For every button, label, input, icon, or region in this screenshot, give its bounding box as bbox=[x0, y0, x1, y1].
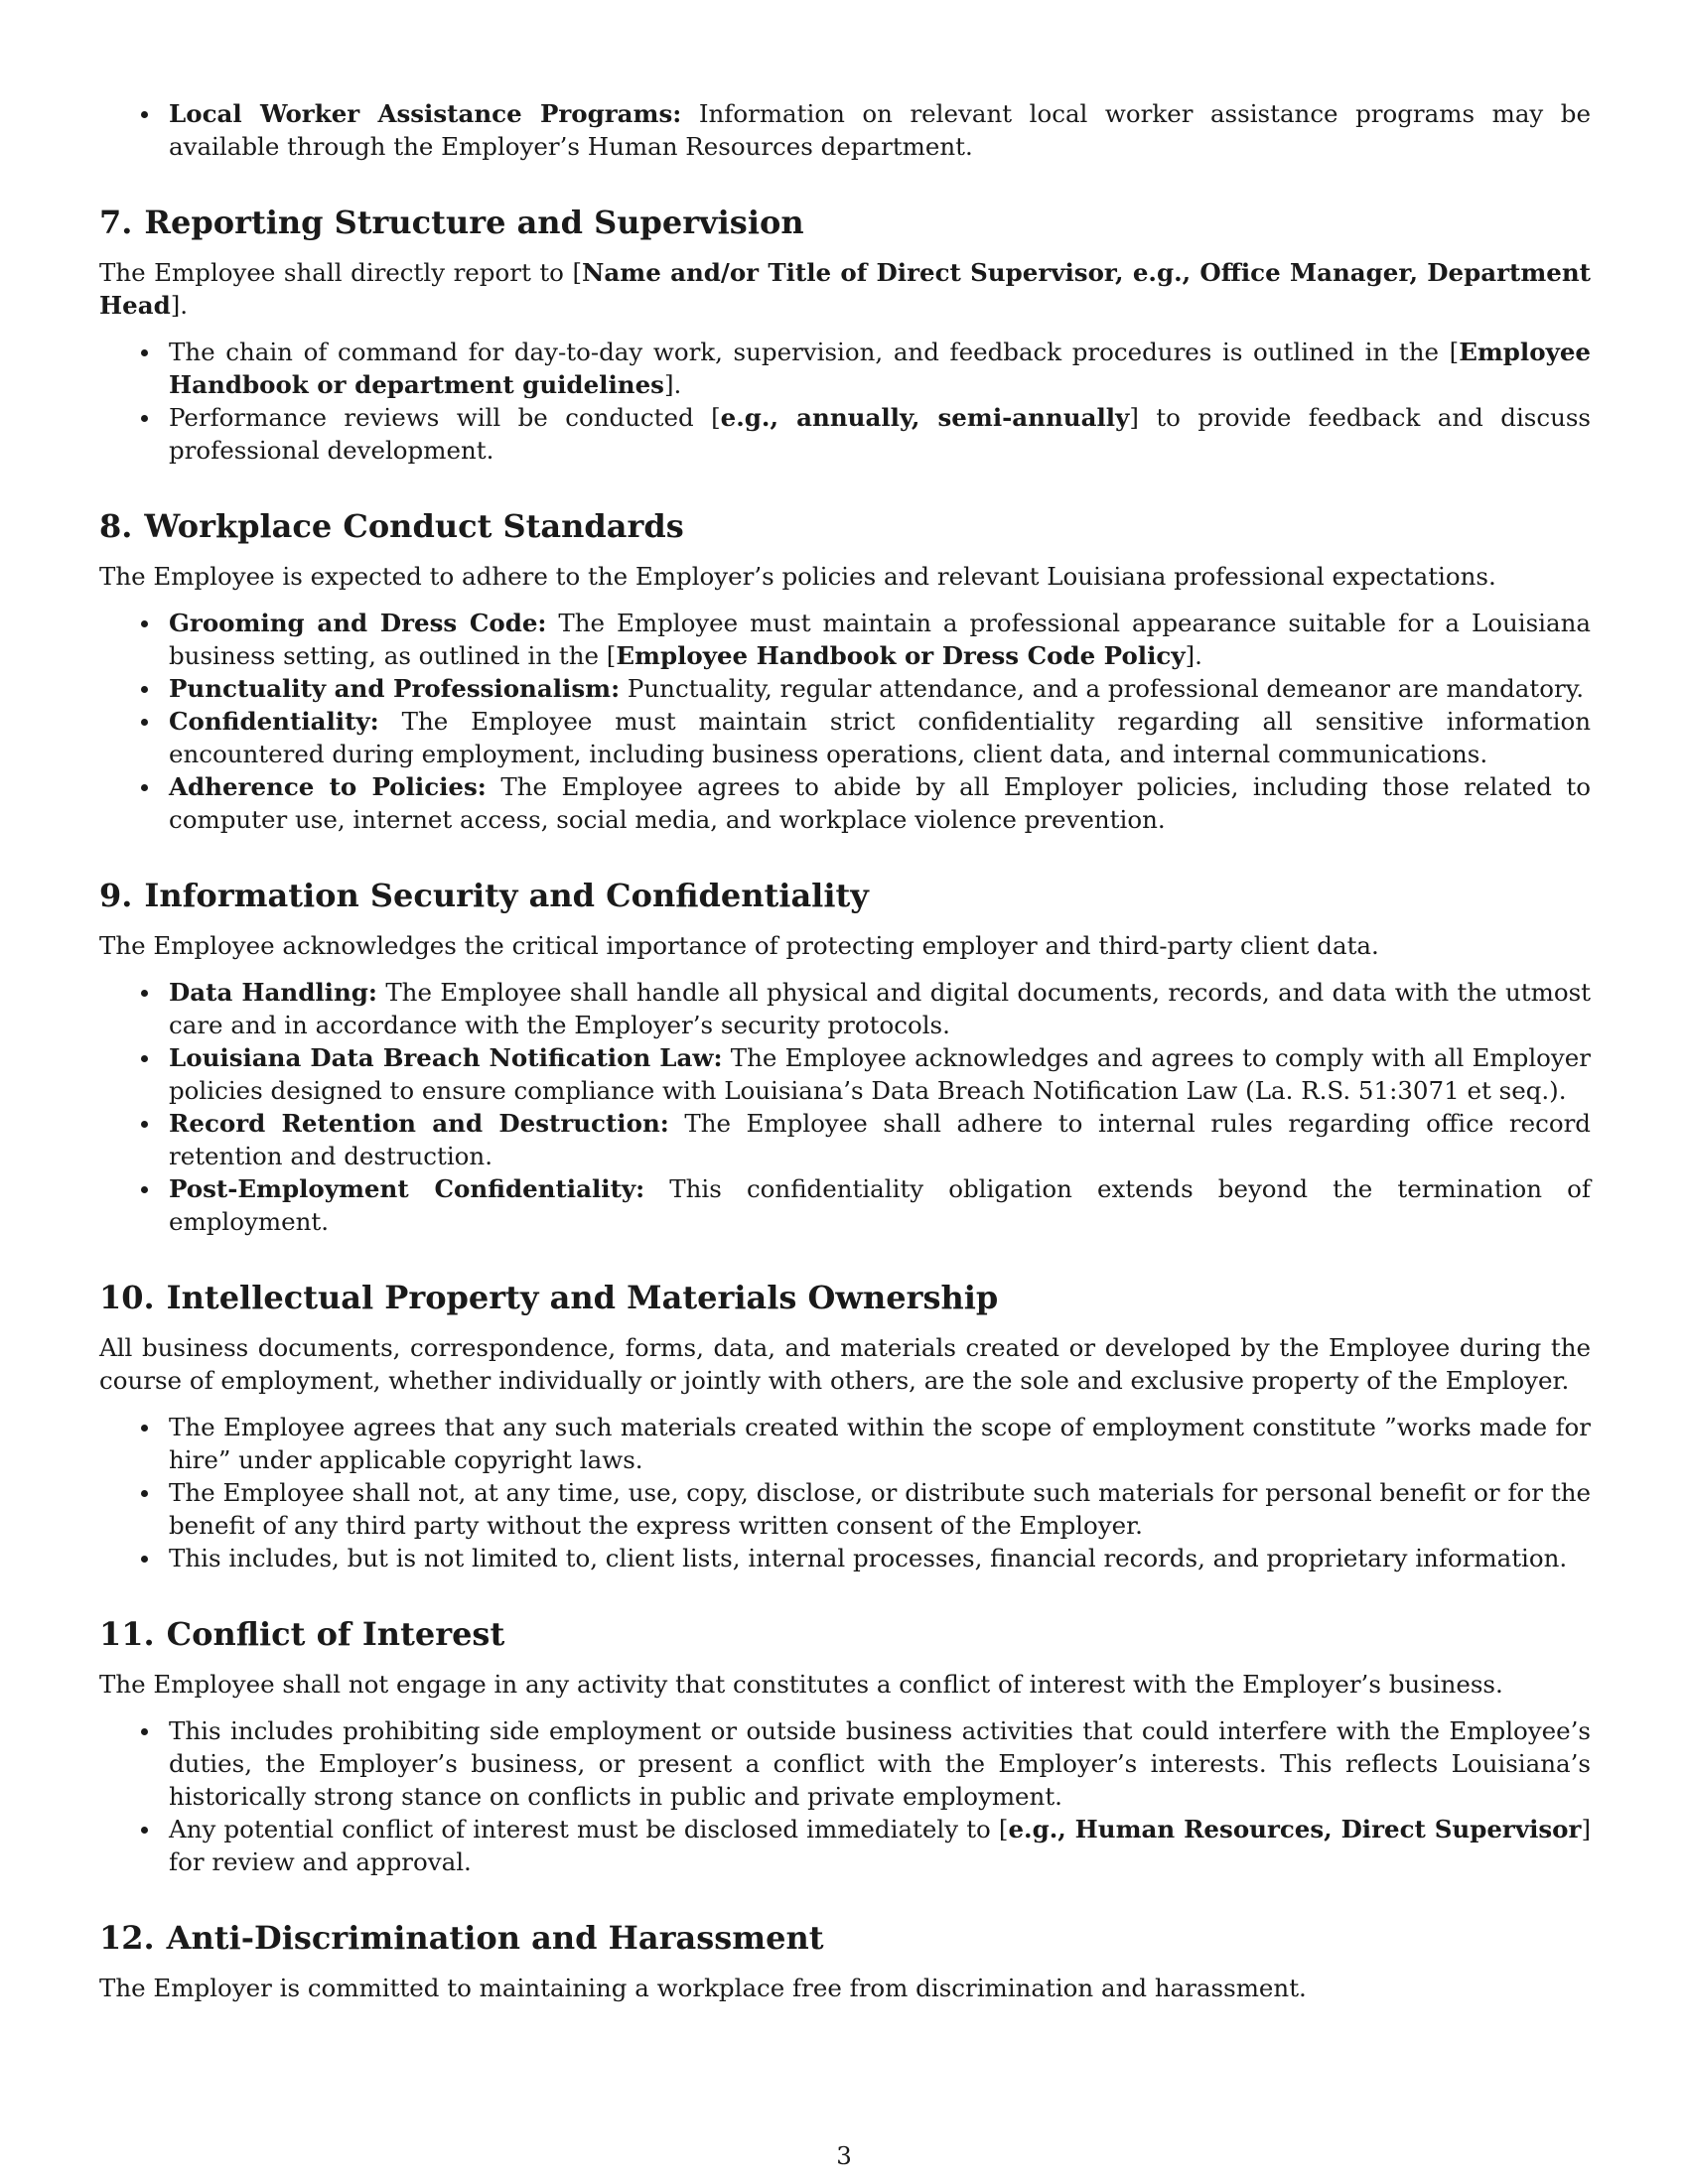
bold-text: Employee Handbook or Dress Code Policy bbox=[616, 641, 1186, 670]
list-item bbox=[169, 336, 1591, 401]
text-run: The Employee shall directly report to [ bbox=[99, 258, 583, 287]
list-item bbox=[169, 607, 1591, 672]
bullet-list bbox=[99, 976, 1591, 1238]
list-item bbox=[169, 1041, 1591, 1107]
list-item bbox=[169, 1714, 1591, 1813]
list-item-bold: Local Worker Assistance Programs: bbox=[169, 99, 682, 128]
list-item bbox=[169, 672, 1591, 705]
bold-text: e.g., annually, semi-annually bbox=[720, 403, 1130, 432]
bold-text: Name and/or Title of Direct Supervisor, e.g., Office Manager, Department Head bbox=[99, 258, 1592, 320]
section-intro bbox=[99, 1972, 1591, 2004]
list-item bbox=[169, 1542, 1591, 1574]
sections-container bbox=[99, 203, 1591, 2004]
bullet-list bbox=[99, 336, 1591, 467]
list-item bbox=[169, 1172, 1591, 1238]
text-run: ]. bbox=[663, 370, 682, 399]
list-item bbox=[169, 1107, 1591, 1172]
bullet-list bbox=[99, 1411, 1591, 1574]
section-title: Conflict of Interest bbox=[166, 1615, 505, 1653]
text-run: Punctuality, regular attendance, and a professional demeanor are mandatory. bbox=[620, 674, 1585, 703]
section-intro bbox=[99, 256, 1591, 322]
list-item bbox=[169, 705, 1591, 770]
section-intro bbox=[99, 1331, 1591, 1397]
bold-text: Grooming and Dress Code: bbox=[169, 609, 547, 637]
bold-text: Louisiana Data Breach Notification Law: bbox=[169, 1043, 723, 1072]
text-run: The Employee must maintain strict confidentiality regarding all sensitive information encountered during employment, including business operations, client data, and internal communications. bbox=[169, 707, 1591, 768]
section-title: Intellectual Property and Materials Ownership bbox=[166, 1279, 999, 1316]
list-item bbox=[169, 1813, 1591, 1878]
text-run: The Employee shall not, at any time, use, copy, disclose, or distribute such materials for personal benefit or for the benefit of any third party without the express written consent of the Employer. bbox=[169, 1478, 1591, 1540]
list-item bbox=[169, 97, 1591, 163]
section-title: Reporting Structure and Supervision bbox=[144, 204, 804, 241]
document-page bbox=[99, 97, 1591, 2004]
list-item bbox=[169, 1411, 1591, 1476]
list-item bbox=[169, 1476, 1591, 1542]
section-intro bbox=[99, 560, 1591, 593]
text-run: ]. bbox=[1185, 641, 1202, 670]
text-run: The Employee must maintain a professional appearance suitable for a Louisiana business setting, as outlined in the [ bbox=[169, 609, 1591, 670]
text-run: The Employee shall adhere to internal rules regarding office record retention and destruction. bbox=[169, 1109, 1591, 1170]
top-bullet-list bbox=[99, 97, 1591, 163]
bold-text: Adherence to Policies: bbox=[169, 772, 487, 801]
section-number: 8. bbox=[99, 507, 133, 545]
section-heading bbox=[99, 1918, 1591, 1958]
text-run: The Employee is expected to adhere to the Employer’s policies and relevant Louisiana professional expectations. bbox=[99, 562, 1496, 591]
bold-text: Punctuality and Professionalism: bbox=[169, 674, 621, 703]
section-title: Information Security and Confidentiality bbox=[144, 877, 869, 914]
section-intro bbox=[99, 929, 1591, 962]
text-run: This includes, but is not limited to, client lists, internal processes, financial records, and proprietary information. bbox=[169, 1544, 1568, 1572]
section-heading bbox=[99, 1278, 1591, 1317]
text-run: Any potential conflict of interest must be disclosed immediately to [ bbox=[169, 1815, 1009, 1843]
list-item-text: Information on relevant local worker assistance programs may be available through the Employer’s Human Resources department. bbox=[169, 99, 1591, 161]
text-run: The Employee acknowledges the critical importance of protecting employer and third-party client data. bbox=[99, 931, 1379, 960]
section-heading bbox=[99, 203, 1591, 242]
text-run: This includes prohibiting side employment or outside business activities that could interfere with the Employee’s duties, the Employer’s business, or present a conflict with the Employer’s interests. This reflects Louisiana’s historically strong stance on conflicts in public and private employment. bbox=[169, 1716, 1591, 1811]
list-item bbox=[169, 401, 1591, 467]
section-heading bbox=[99, 876, 1591, 915]
bullet-list bbox=[99, 1714, 1591, 1878]
bold-text: Data Handling: bbox=[169, 978, 377, 1007]
section-title: Anti-Discrimination and Harassment bbox=[166, 1919, 824, 1957]
bullet-list bbox=[99, 607, 1591, 836]
bold-text: Post-Employment Confidentiality: bbox=[169, 1174, 645, 1203]
text-run: Performance reviews will be conducted [ bbox=[169, 403, 721, 432]
text-run: The Employee acknowledges and agrees to comply with all Employer policies designed to ensure compliance with Louisiana’s Data Breach Notification Law (La. R.S. 51:3071 et seq.). bbox=[169, 1043, 1591, 1105]
text-run: The Employee agrees that any such materials created within the scope of employment constitute ”works made for hire” under applicable copyright laws. bbox=[169, 1413, 1591, 1474]
section-number: 12. bbox=[99, 1919, 155, 1957]
bold-text: e.g., Human Resources, Direct Supervisor bbox=[1008, 1815, 1582, 1843]
section-number: 11. bbox=[99, 1615, 155, 1653]
text-run: ] to provide feedback and discuss professional development. bbox=[169, 403, 1592, 465]
text-run: ]. bbox=[170, 291, 189, 320]
bold-text: Confidentiality: bbox=[169, 707, 379, 736]
section-heading bbox=[99, 506, 1591, 546]
text-run: The Employee agrees to abide by all Employer policies, including those related to computer use, internet access, social media, and workplace violence prevention. bbox=[169, 772, 1591, 834]
bold-text: Record Retention and Destruction: bbox=[169, 1109, 669, 1138]
section-number: 7. bbox=[99, 204, 133, 241]
text-run: ] for review and approval. bbox=[169, 1815, 1591, 1876]
text-run: The Employer is committed to maintaining a workplace free from discrimination and harassment. bbox=[99, 1974, 1307, 2002]
section-title: Workplace Conduct Standards bbox=[144, 507, 684, 545]
text-run: The Employee shall not engage in any activity that constitutes a conflict of interest with the Employer’s business. bbox=[99, 1670, 1503, 1699]
section-number: 9. bbox=[99, 877, 133, 914]
list-item bbox=[169, 770, 1591, 836]
text-run: The chain of command for day-to-day work, supervision, and feedback procedures is outlined in the [ bbox=[169, 338, 1460, 366]
text-run: This confidentiality obligation extends beyond the termination of employment. bbox=[169, 1174, 1591, 1236]
section-intro bbox=[99, 1668, 1591, 1701]
bold-text: Employee Handbook or department guidelines bbox=[169, 338, 1591, 399]
section-number: 10. bbox=[99, 1279, 155, 1316]
list-item bbox=[169, 976, 1591, 1041]
page-number: 3 bbox=[836, 2141, 852, 2170]
text-run: All business documents, correspondence, forms, data, and materials created or developed by the Employee during the course of employment, whether individually or jointly with others, are the sole and exclusive property of the Employer. bbox=[99, 1333, 1591, 1395]
text-run: The Employee shall handle all physical and digital documents, records, and data with the utmost care and in accordance with the Employer’s security protocols. bbox=[169, 978, 1591, 1039]
section-heading bbox=[99, 1614, 1591, 1654]
